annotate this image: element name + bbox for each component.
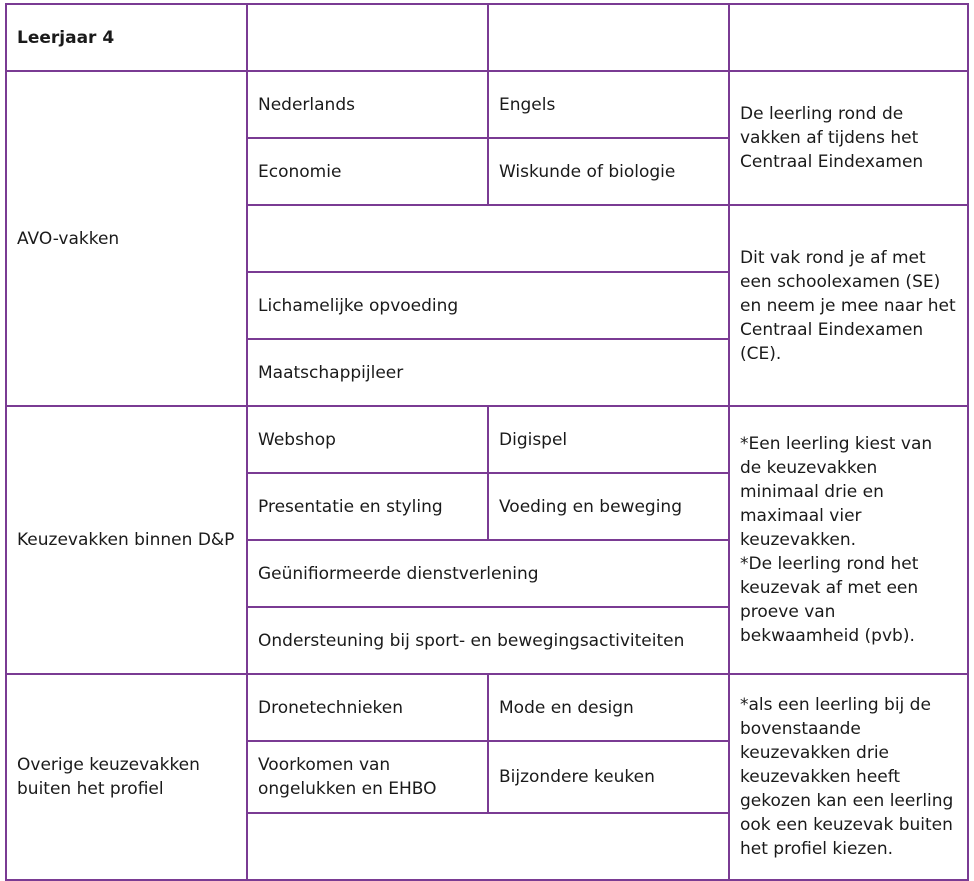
avo-label: AVO-vakken <box>6 71 247 406</box>
subject-cell: Webshop <box>247 406 488 473</box>
subject-cell: Voorkomen van ongelukken en EHBO <box>247 741 488 813</box>
empty-header-cell <box>488 4 729 71</box>
subject-cell: Wiskunde of biologie <box>488 138 729 205</box>
empty-header-cell <box>247 4 488 71</box>
subject-cell: Lichamelijke opvoeding <box>247 272 729 339</box>
subject-cell: Presentatie en styling <box>247 473 488 540</box>
year-header: Leerjaar 4 <box>6 4 247 71</box>
table-row <box>6 71 968 138</box>
table-row <box>6 406 968 473</box>
subject-cell: Digispel <box>488 406 729 473</box>
dp-label: Keuzevakken binnen D&P <box>6 406 247 674</box>
avo-ce-note: De leerling rond de vakken af tijdens het Centraal Eindexamen <box>729 71 968 205</box>
other-label: Overige keuzevakken buiten het profiel <box>6 674 247 880</box>
subject-cell: Maatschappijleer <box>247 339 729 406</box>
empty-cell <box>247 813 729 880</box>
empty-cell <box>247 205 729 272</box>
subject-cell: Mode en design <box>488 674 729 741</box>
subject-cell: Dronetechnieken <box>247 674 488 741</box>
subject-cell: Geünifiormeerde dienstverlening <box>247 540 729 607</box>
subject-cell: Voeding en beweging <box>488 473 729 540</box>
subject-cell: Engels <box>488 71 729 138</box>
header-row <box>6 4 968 71</box>
dp-note: *Een leerling kiest van de keuzevakken minimaal drie en maximaal vier keuzevakken. *De leerling rond het keuzevak af met een proeve van bekwaamheid (pvb). <box>729 406 968 674</box>
subject-cell: Economie <box>247 138 488 205</box>
subjects-table <box>5 3 969 881</box>
other-note: *als een leerling bij de bovenstaande keuzevakken drie keuzevakken heeft gekozen kan een leerling ook een keuzevak buiten het profiel kiezen. <box>729 674 968 880</box>
table-row <box>6 674 968 741</box>
subject-cell: Bijzondere keuken <box>488 741 729 813</box>
avo-se-note: Dit vak rond je af met een schoolexamen (SE) en neem je mee naar het Centraal Eindexamen (CE). <box>729 205 968 406</box>
empty-header-cell <box>729 4 968 71</box>
subject-cell: Ondersteuning bij sport- en bewegingsactiviteiten <box>247 607 729 674</box>
subject-cell: Nederlands <box>247 71 488 138</box>
